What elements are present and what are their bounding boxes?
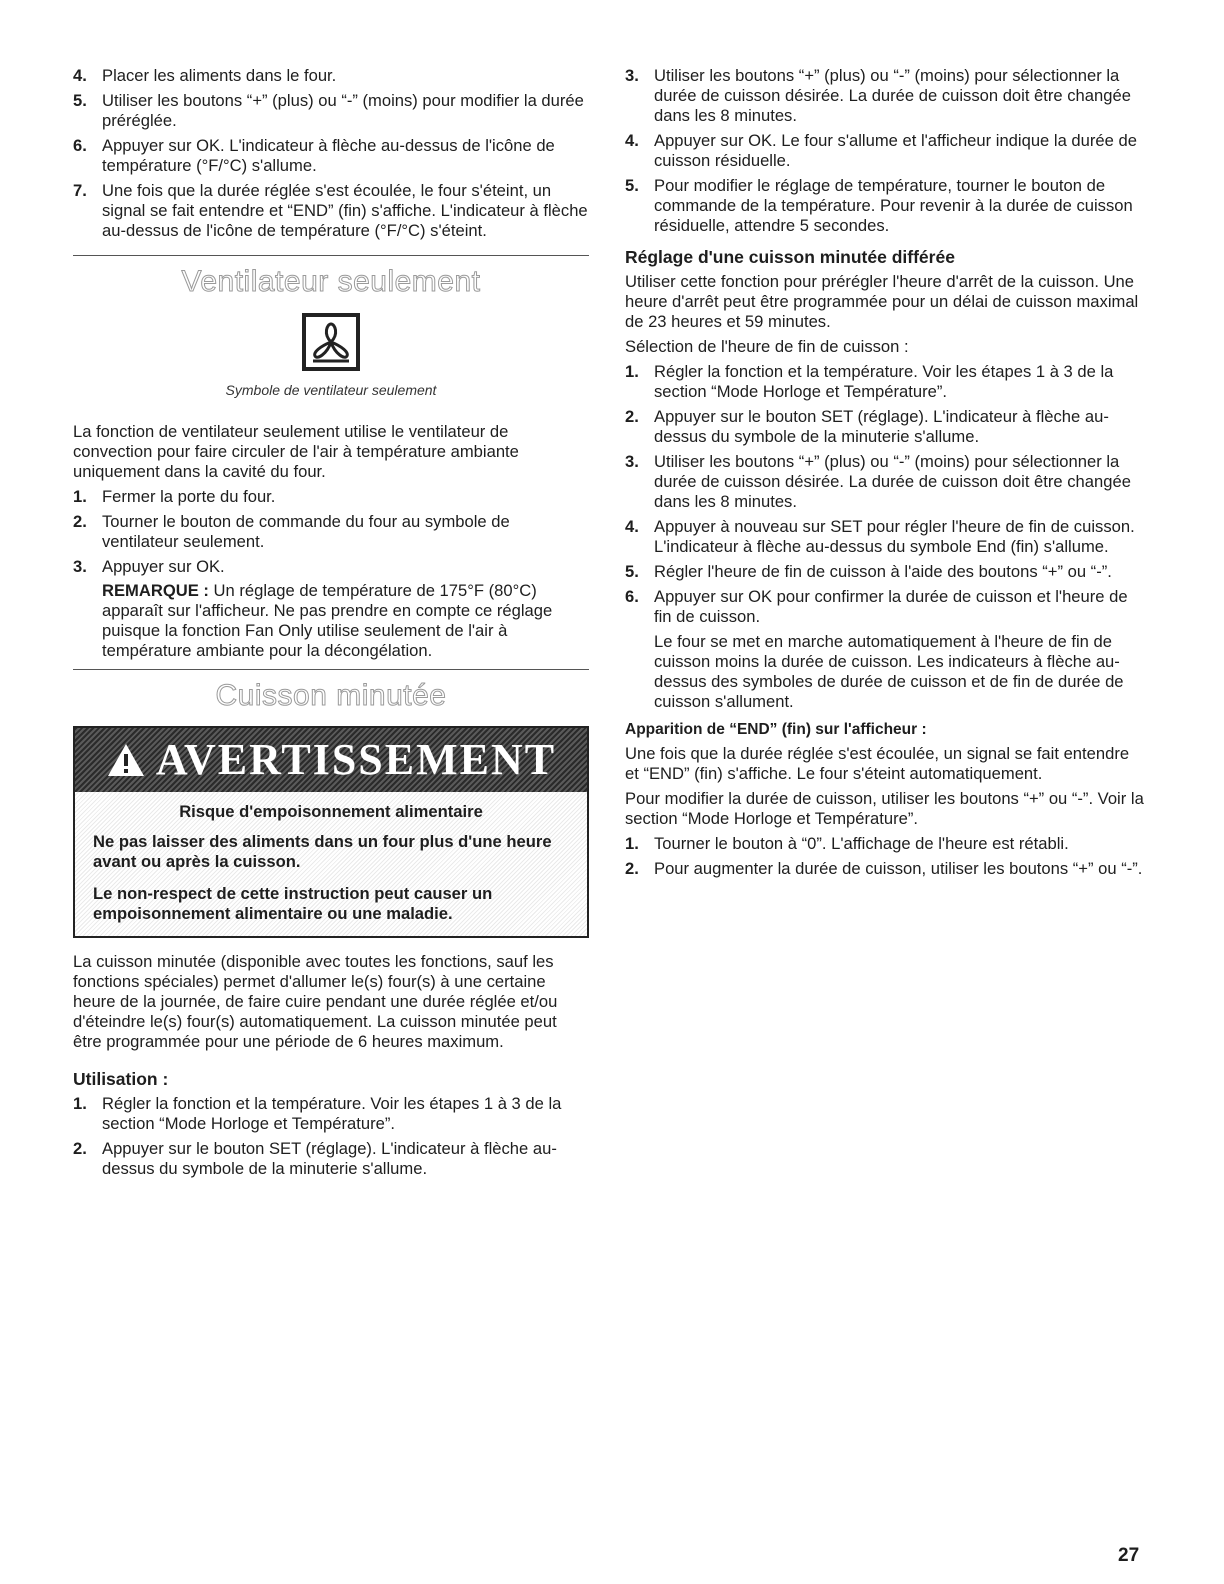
delayed-heading: Réglage d'une cuisson minutée différée: [625, 247, 955, 267]
intro-steps-left: [73, 66, 589, 241]
end-paragraph-2: Pour modifier la durée de cuisson, utiliser les boutons “+” ou “-”. Voir la section “Mode Horloge et Température”.: [625, 789, 1144, 828]
warning-body: [75, 792, 587, 936]
list-item: 2. Appuyer sur le bouton SET (réglage). L'indicateur à flèche au-dessus du symbole de la minuterie s'allume.: [73, 1139, 557, 1178]
warning-risk: Risque d'empoisonnement alimentaire: [179, 802, 483, 821]
list-item: 5. Régler l'heure de fin de cuisson à l'aide des boutons “+” ou “-”.: [625, 562, 1112, 581]
list-item: 5. Utiliser les boutons “+” (plus) ou “-” (moins) pour modifier la durée préréglée.: [73, 91, 584, 130]
page-number: 27: [1118, 1545, 1140, 1566]
list-item: 1. Régler la fonction et la température. Voir les étapes 1 à 3 de la section “Mode Horloge et Température”.: [73, 1094, 562, 1133]
warning-triangle-icon: [106, 742, 146, 778]
list-item: 3. Utiliser les boutons “+” (plus) ou “-” (moins) pour sélectionner la durée de cuisson désirée. La durée de cuisson doit être changée dans les 8 minutes.: [625, 66, 1131, 125]
end-steps: [625, 834, 1145, 879]
end-heading: Apparition de “END” (fin) sur l'afficheur :: [625, 721, 927, 738]
list-item: 3. Appuyer sur OK. REMARQUE : Un réglage de température de 175°F (80°C) apparaît sur l'afficheur. Ne pas prendre en compte ce réglage puisque la fonction Fan Only utilise seulement de l'air à température ambiante pour la décongélation.: [73, 557, 589, 661]
warning-heading: AVERTISSEMENT: [155, 735, 557, 784]
right-column: [625, 66, 1145, 884]
warning-box: [73, 726, 589, 938]
use-steps: [73, 1094, 589, 1179]
list-item: 4. Appuyer sur OK. Le four s'allume et l'afficheur indique la durée de cuisson résiduelle.: [625, 131, 1137, 170]
left-column: [73, 66, 589, 1184]
timed-paragraph: La cuisson minutée (disponible avec toutes les fonctions, sauf les fonctions spéciales) permet d'allumer le(s) four(s) à une certaine heure de la journée, de faire cuire pendant une durée réglée et/ou d'éteindre le(s) four(s) automatiquement. La cuisson minutée peut être programmée pour une période de 6 heures maximum.: [73, 952, 558, 1051]
fan-note: REMARQUE : Un réglage de température de 175°F (80°C) apparaît sur l'afficheur. Ne pas prendre en compte ce réglage puisque la fonction Fan Only utilise seulement de l'air à température ambiante pour la décongélation.: [102, 581, 553, 660]
use-heading: Utilisation :: [73, 1069, 169, 1089]
list-item: 4. Appuyer à nouveau sur SET pour régler l'heure de fin de cuisson. L'indicateur à flèche au-dessus du symbole End (fin) s'allume.: [625, 517, 1135, 556]
list-item: 2. Appuyer sur le bouton SET (réglage). L'indicateur à flèche au-dessus du symbole de la minuterie s'allume.: [625, 407, 1109, 446]
list-item: 3. Utiliser les boutons “+” (plus) ou “-” (moins) pour sélectionner la durée de cuisson désirée. La durée de cuisson doit être changée dans les 8 minutes.: [625, 452, 1131, 511]
warning-line-1: Ne pas laisser des aliments dans un four plus d'une heure avant ou après la cuisson.: [93, 832, 552, 871]
fan-caption: Symbole de ventilateur seulement: [225, 382, 437, 398]
list-item: 2. Pour augmenter la durée de cuisson, utiliser les boutons “+” ou “-”.: [625, 859, 1143, 878]
intro-steps-right: [625, 66, 1145, 236]
note-label: REMARQUE :: [102, 581, 209, 600]
list-item: 1. Régler la fonction et la température. Voir les étapes 1 à 3 de la section “Mode Horloge et Température”.: [625, 362, 1114, 401]
fan-steps: [73, 487, 589, 661]
list-item: 4. Placer les aliments dans le four.: [73, 66, 337, 85]
delayed-select: Sélection de l'heure de fin de cuisson :: [625, 337, 909, 356]
section-title-fan: Ventilateur seulement: [181, 265, 481, 298]
list-item: 1. Fermer la porte du four.: [73, 487, 276, 506]
delayed-paragraph: Utiliser cette fonction pour prérégler l'heure d'arrêt de la cuisson. Une heure d'arrêt peut être programmée pour un délai de cuisson maximal de 23 heures et 59 minutes.: [625, 272, 1139, 331]
section-divider: [73, 669, 589, 670]
fan-only-icon: [301, 312, 361, 372]
step6-paragraph: Le four se met en marche automatiquement à l'heure de fin de cuisson moins la durée de cuisson. Les indicateurs à flèche au-dessus des symboles de durée de cuisson et de fin de durée de cuisson s'allument.: [654, 632, 1124, 711]
delayed-steps: [625, 362, 1145, 712]
section-title-timed: Cuisson minutée: [215, 679, 447, 712]
section-divider: [73, 255, 589, 256]
list-item: 2. Tourner le bouton de commande du four au symbole de ventilateur seulement.: [73, 512, 510, 551]
list-item: 5. Pour modifier le réglage de température, tourner le bouton de commande de la température. Pour revenir à la durée de cuisson résiduelle, attendre 5 secondes.: [625, 176, 1133, 235]
warning-line-2: Le non-respect de cette instruction peut causer un empoisonnement alimentaire ou une maladie.: [93, 884, 493, 923]
warning-band: [75, 728, 587, 792]
end-paragraph-1: Une fois que la durée réglée s'est écoulée, un signal se fait entendre et “END” (fin) s'affiche. Le four s'éteint automatiquement.: [625, 744, 1130, 783]
list-item: 7. Une fois que la durée réglée s'est écoulée, le four s'éteint, un signal se fait entendre et “END” (fin) s'affiche. L'indicateur à flèche au-dessus de l'icône de température (°F/°C) s'éteint.: [73, 181, 588, 240]
fan-paragraph: La fonction de ventilateur seulement utilise le ventilateur de convection pour faire circuler de l'air à température ambiante uniquement dans la cavité du four.: [73, 422, 519, 481]
list-item: 1. Tourner le bouton à “0”. L'affichage de l'heure est rétabli.: [625, 834, 1069, 853]
list-item: 6. Appuyer sur OK. L'indicateur à flèche au-dessus de l'icône de température (°F/°C) s'allume.: [73, 136, 555, 175]
list-item: 6. Appuyer sur OK pour confirmer la durée de cuisson et l'heure de fin de cuisson. Le four se met en marche automatiquement à l'heure de fin de cuisson moins la durée de cuisson. Les indicateurs à flèche au-dessus des symboles de durée de cuisson et de fin de durée de cuisson s'allument.: [625, 587, 1145, 712]
